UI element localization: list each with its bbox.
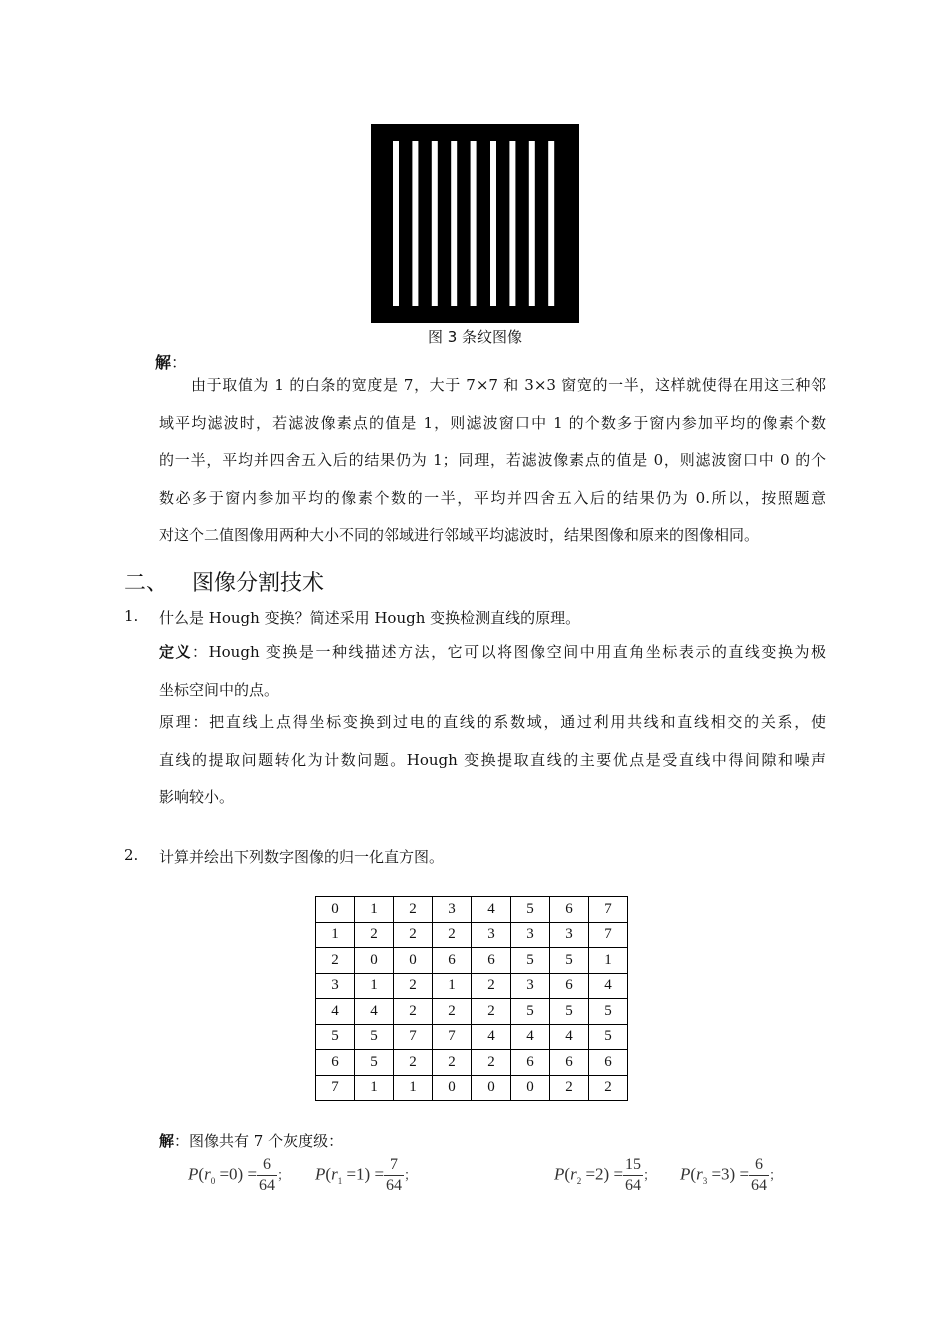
fraction: $\frac{6}{64}$: [751, 1156, 768, 1194]
table-cell: 3: [511, 973, 550, 999]
section-title: 图像分割技术: [192, 571, 325, 596]
white-stripe: [509, 141, 515, 306]
table-cell: 2: [433, 922, 472, 948]
table-cell: 5: [511, 948, 550, 974]
definition-label: 定义: [159, 643, 193, 661]
table-cell: 1: [394, 1075, 433, 1101]
table-cell: 2: [394, 999, 433, 1025]
table-cell: 6: [550, 973, 589, 999]
white-stripe: [412, 141, 418, 306]
table-cell: 0: [355, 948, 394, 974]
text-line: 由于取值为 1 的白条的宽度是 7，大于 7×7 和 3×3 窗宽的一半，这样就使得在用这三种邻: [191, 376, 826, 394]
table-cell: 4: [355, 999, 394, 1025]
solution-intro: 解：图像共有 7 个灰度级：: [159, 1132, 344, 1150]
table-cell: 0: [511, 1075, 550, 1101]
white-stripe: [451, 141, 457, 306]
table-cell: 2: [355, 922, 394, 948]
white-stripe: [432, 141, 438, 306]
table-row: [316, 1075, 628, 1101]
table-cell: 5: [511, 897, 550, 923]
table-cell: 5: [511, 999, 550, 1025]
table-row: [316, 1024, 628, 1050]
table-cell: 4: [472, 897, 511, 923]
fraction: $\frac{7}{64}$: [386, 1156, 403, 1194]
table-cell: 7: [394, 1024, 433, 1050]
text-line: 数必多于窗内参加平均的像素个数的一半，平均并四舍五入后的结果仍为 0.所以，按照题意: [159, 488, 826, 507]
white-stripe: [471, 141, 477, 306]
table-cell: 2: [472, 973, 511, 999]
table-cell: 5: [589, 999, 628, 1025]
text-line: 的一半，平均并四舍五入后的结果仍为 1；同理，若滤波像素点的值是 0，则滤波窗口中 0 的个: [159, 451, 826, 469]
table-cell: 5: [589, 1024, 628, 1050]
white-stripe: [393, 141, 399, 306]
table-row: [316, 922, 628, 948]
table-cell: 2: [433, 1050, 472, 1076]
solution-label: 解：: [155, 353, 188, 372]
fraction: $\frac{15}{64}$: [625, 1156, 642, 1194]
table-cell: 6: [316, 1050, 355, 1076]
stripe-image: [371, 124, 579, 323]
table-row: [316, 1050, 628, 1076]
image-matrix-table: [315, 896, 628, 1101]
table-cell: 1: [316, 922, 355, 948]
probability-formula: $P(r_3 =3)$ = $\frac{6}{64}$ ；: [680, 1156, 783, 1194]
table-cell: 5: [550, 999, 589, 1025]
table-cell: 6: [511, 1050, 550, 1076]
table-cell: 3: [550, 922, 589, 948]
stripe-pattern: [371, 124, 579, 323]
table-cell: 2: [394, 922, 433, 948]
question-number: 2.: [124, 846, 139, 864]
text-line: 直线的提取问题转化为计数问题。Hough 变换提取直线的主要优点是受直线中得间隙和噪声: [159, 750, 826, 769]
table-cell: 0: [433, 1075, 472, 1101]
text-line: 对这个二值图像用两种大小不同的邻域进行邻域平均滤波时，结果图像和原来的图像相同。: [159, 526, 760, 544]
table-cell: 4: [550, 1024, 589, 1050]
table-cell: 5: [355, 1050, 394, 1076]
table-row: [316, 973, 628, 999]
definition-paragraph: [159, 634, 826, 709]
table-cell: 4: [589, 973, 628, 999]
table-cell: 2: [472, 1050, 511, 1076]
table-cell: 0: [472, 1075, 511, 1101]
table-cell: 7: [589, 922, 628, 948]
table-cell: 2: [394, 973, 433, 999]
table-cell: 0: [394, 948, 433, 974]
question-text: 什么是 Hough 变换？简述采用 Hough 变换检测直线的原理。: [159, 609, 581, 627]
text-line: 影响较小。: [159, 788, 235, 806]
table-cell: 1: [355, 973, 394, 999]
fraction: $\frac{6}{64}$: [259, 1156, 276, 1194]
white-stripe: [490, 141, 496, 306]
table-cell: 7: [316, 1075, 355, 1101]
table-cell: 7: [433, 1024, 472, 1050]
table-cell: 2: [589, 1075, 628, 1101]
figure-caption: 图 3 条纹图像: [427, 328, 523, 346]
text-line: 原理：把直线上点得坐标变换到过电的直线的系数域，通过利用共线和直线相交的关系，使: [159, 713, 826, 731]
solution-paragraph: [159, 367, 826, 555]
table-cell: 2: [550, 1075, 589, 1101]
question-text: 计算并绘出下列数字图像的归一化直方图。: [159, 848, 445, 866]
table-cell: 6: [433, 948, 472, 974]
table-cell: 4: [472, 1024, 511, 1050]
table-cell: 2: [394, 897, 433, 923]
white-stripe: [548, 141, 554, 306]
white-stripe: [529, 141, 535, 306]
table-row: [316, 999, 628, 1025]
table-row: [316, 897, 628, 923]
table-cell: 1: [355, 1075, 394, 1101]
table-cell: 0: [316, 897, 355, 923]
text-line: 域平均滤波时，若滤波像素点的值是 1，则滤波窗口中 1 的个数多于窗内参加平均的像素个数: [159, 413, 826, 432]
table-cell: 2: [394, 1050, 433, 1076]
table-cell: 3: [472, 922, 511, 948]
table-cell: 3: [316, 973, 355, 999]
table-cell: 6: [550, 897, 589, 923]
table-cell: 7: [589, 897, 628, 923]
table-cell: 4: [316, 999, 355, 1025]
text-line: 定义：Hough 变换是一种线描述方法，它可以将图像空间中用直角坐标表示的直线变换为极: [159, 643, 826, 661]
table-cell: 1: [589, 948, 628, 974]
question-number: 1.: [124, 607, 139, 625]
table-cell: 2: [472, 999, 511, 1025]
table-cell: 3: [511, 922, 550, 948]
table-cell: 3: [433, 897, 472, 923]
solution-label: 解: [159, 1132, 175, 1150]
table-cell: 5: [316, 1024, 355, 1050]
table-cell: 2: [433, 999, 472, 1025]
text-line: 坐标空间中的点。: [159, 680, 280, 699]
table-cell: 4: [511, 1024, 550, 1050]
table-cell: 5: [550, 948, 589, 974]
table-cell: 1: [355, 897, 394, 923]
table-cell: 2: [316, 948, 355, 974]
probability-formula: $P(r_0 =0)$ = $\frac{6}{64}$ ；: [188, 1156, 291, 1194]
table-cell: 6: [472, 948, 511, 974]
principle-label: 原理: [159, 713, 193, 731]
table-row: [316, 948, 628, 974]
probability-formula: $P(r_2 =2)$ = $\frac{15}{64}$ ；: [554, 1156, 657, 1194]
section-number: 二、: [124, 571, 169, 596]
table-cell: 5: [355, 1024, 394, 1050]
table-cell: 1: [433, 973, 472, 999]
principle-paragraph: [159, 704, 826, 817]
probability-formula: $P(r_1 =1)$ = $\frac{7}{64}$ ；: [315, 1156, 418, 1194]
table-cell: 6: [550, 1050, 589, 1076]
table-cell: 6: [589, 1050, 628, 1076]
